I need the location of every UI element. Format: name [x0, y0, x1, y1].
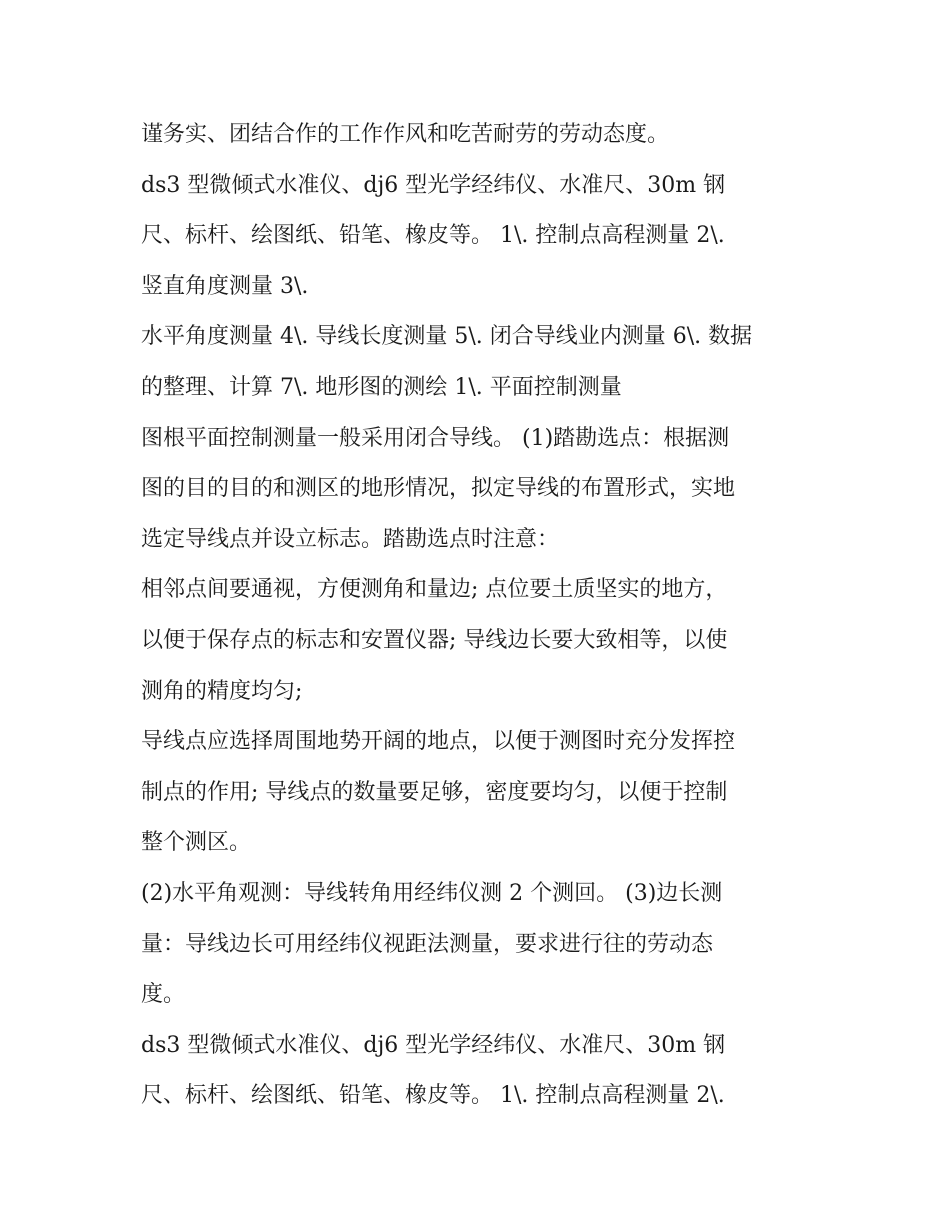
- text-line: 水平角度测量 4\. 导线长度测量 5\. 闭合导线业内测量 6\. 数据: [141, 324, 753, 350]
- text-line: 选定导线点并设立标志。踏勘选点时注意：: [141, 526, 560, 552]
- text-line: 的整理、计算 7\. 地形图的测绘 1\. 平面控制测量: [141, 374, 622, 400]
- text-line: 以便于保存点的标志和安置仪器; 导线边长要大致相等，以使: [141, 627, 728, 653]
- text-line: 相邻点间要通视，方便测角和量边; 点位要土质坚实的地方，: [141, 577, 728, 603]
- text-line: 尺、标杆、绘图纸、铅笔、橡皮等。 1\. 控制点高程测量 2\.: [141, 1083, 725, 1109]
- text-line: 度。: [141, 982, 186, 1008]
- text-line: (2)水平角观测：导线转角用经纬仪测 2 个测回。 (3)边长测: [141, 880, 723, 906]
- text-line: 图根平面控制测量一般采用闭合导线。 (1)踏勘选点：根据测: [141, 425, 730, 451]
- text-line: 图的目的目的和测区的地形情况，拟定导线的布置形式，实地: [141, 476, 736, 502]
- text-line: 尺、标杆、绘图纸、铅笔、橡皮等。 1\. 控制点高程测量 2\.: [141, 223, 725, 249]
- text-line: ds3 型微倾式水准仪、dj6 型光学经纬仪、水准尺、30m 钢: [141, 1032, 726, 1058]
- text-line: 整个测区。: [141, 830, 252, 856]
- text-line: 制点的作用; 导线点的数量要足够，密度要均匀，以便于控制: [141, 779, 728, 805]
- text-line: 竖直角度测量 3\.: [141, 273, 309, 299]
- text-line: 谨务实、团结合作的工作作风和吃苦耐劳的劳动态度。: [141, 122, 670, 147]
- text-line: ds3 型微倾式水准仪、dj6 型光学经纬仪、水准尺、30m 钢: [141, 172, 726, 198]
- text-line: 测角的精度均匀;: [141, 678, 303, 704]
- text-line: 量：导线边长可用经纬仪视距法测量，要求进行往的劳动态: [141, 931, 714, 957]
- document-body: [141, 110, 831, 1122]
- text-line: 导线点应选择周围地势开阔的地点，以便于测图时充分发挥控: [141, 729, 736, 755]
